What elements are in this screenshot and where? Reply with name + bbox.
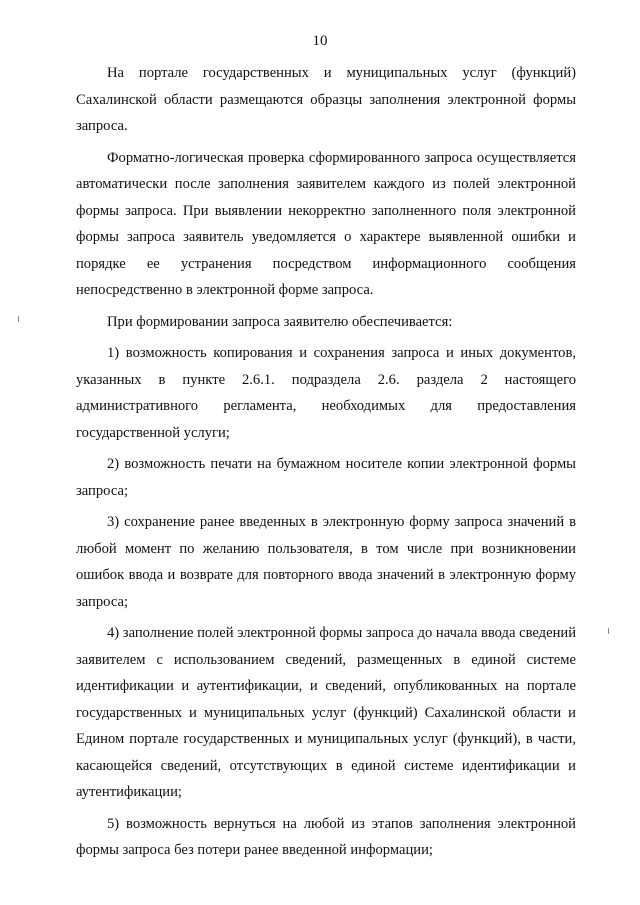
scan-speck [608,628,609,634]
list-item-3: 3) сохранение ранее введенных в электронную форму запроса значений в любой момент по желанию пользователя, в том числе при возникновении ошибок ввода и возврате для повторного ввода значений в электронную форму запроса; [76,514,576,610]
paragraph-request-provisions-intro: При формировании запроса заявителю обеспечивается: [107,313,453,330]
list-item-2: 2) возможность печати на бумажном носителе копии электронной формы запроса; [76,456,576,499]
list-item-5: 5) возможность вернуться на любой из этапов заполнения электронной формы запроса без потери ранее введенной информации; [76,815,576,858]
list-item-4: 4) заполнение полей электронной формы запроса до начала ввода сведений заявителем с использованием сведений, размещенных в единой системе идентификации и аутентификации, и сведений, опубликованных на портале государственных и муниципальных услуг (функций) Сахалинской области и Едином портале государственных и муниципальных услуг (функций), в части, касающейся сведений, отсутствующих в единой системе идентификации и аутентификации; [76,625,576,800]
page-number: 10 [312,33,328,49]
document-body [76,60,576,869]
list-item-1: 1) возможность копирования и сохранения запроса и иных документов, указанных в пункте 2.6.1. подраздела 2.6. раздела 2 настоящего административного регламента, необходимых для предоставления государственной услуги; [76,345,576,441]
scan-speck [18,316,19,322]
paragraph-format-check: Форматно-логическая проверка сформированного запроса осуществляется автоматически после заполнения заявителем каждого из полей электронной формы запроса. При выявлении некорректно заполненного поля электронной формы запроса заявитель уведомляется о характере выявленной ошибки и порядке ее устранения посредством информационного сообщения непосредственно в электронной форме запроса. [76,149,576,298]
paragraph-portal-samples: На портале государственных и муниципальных услуг (функций) Сахалинской области размещаются образцы заполнения электронной формы запроса. [76,65,576,134]
